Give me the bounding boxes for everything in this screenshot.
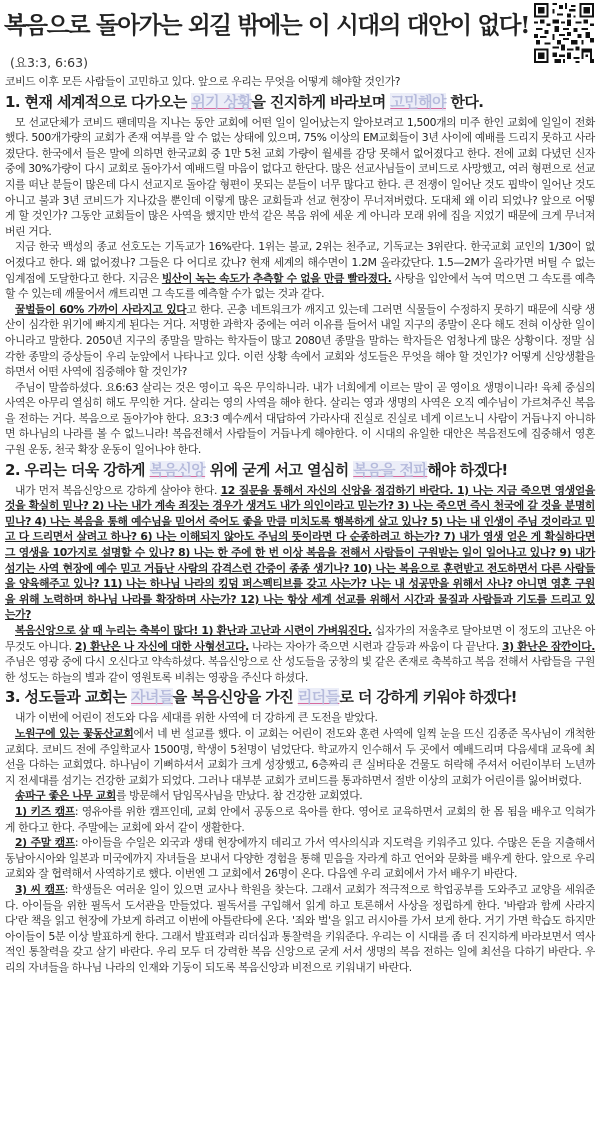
emphasis: 1) 키즈 캠프 xyxy=(15,804,75,818)
emphasis: 빙산이 녹는 속도가 추측할 수 없을 만큼 빨라졌다. xyxy=(161,271,392,285)
paragraph: 주님이 말씀하셨다. 요6:63 살리는 것은 영이고 육은 무익하니라. 내가 너희에게 이르는 말이 곧 영이요 생명이니라! 육체 중심의 사역은 아무리 열심히 해도 무익한 거다. 살리는 영의 사역을 해야 한다. 살리는 영과 생명의 사역은 오직 예수님이 가르쳐주신 복음을 전하는 거다. 복음으로 돌아가야 한다. 요3:3 예수께서 대답하여 가라사대 진실로 진실로 네게 이르노니 사람이 거듭나지 아니하면 하나님의 나라를 볼 수 없느니라! 복음전해서 사람들이 거듭나게 해야한다. 이 시대의 유일한 대안은 복음전도에 집중해서 영혼 구원 운동, 천국 확장 운동이 일어나야 한다. xyxy=(5,380,595,457)
intro-text: 코비드 이후 모든 사람들이 고민하고 있다. 앞으로 우리는 무엇을 어떻게 해야할 것인가? xyxy=(5,75,401,88)
highlight: 고민해야 xyxy=(390,92,446,111)
highlight: 리더들 xyxy=(297,688,340,707)
highlight: 복음을 전파 xyxy=(353,460,428,479)
qr-code-icon[interactable] xyxy=(534,3,594,63)
paragraph: 1) 키즈 캠프: 영유아를 위한 캠프인데, 교회 안에서 공동으로 육아를 한다. 영어로 교육하면서 교회의 한 몸 됨을 배우고 익혀가게 한다고 한다. 주말에는 교회에 와서 같이 생활한다. xyxy=(5,804,595,834)
section-heading-2: 2. 우리는 더욱 강하게 복음신앙 위에 굳게 서고 열심히 복음을 전파해야 하겠다! xyxy=(5,460,508,479)
paragraph: 꿀벌들이 60% 가까이 사라지고 있다고 한다. 곤충 네트워크가 깨지고 있는데 그러면 식물들이 수정하지 못하기 때문에 식량 생산이 심각한 위기에 빠지게 된다는 거다. 저명한 과학자 중에는 여러 이유를 들어서 내일 지구의 종말이 온다 해도 전혀 이상한 일이 아니라고 말한다. 2050년 지구의 종말을 말하는 학자들이 많고 2080년 종말을 말하는 학자들은 엄청나게 많은 상황이다. 정말 심각한 종말의 증상들이 우리 눈앞에서 나타나고 있다. 이런 상황 속에서 교회와 성도들은 무엇을 해야 할 것인가? 어떻게 신앙생활을 하면서 어떤 사역에 집중해야 할 것인가? xyxy=(5,302,596,379)
emphasis: 2) 환난은 나 자신에 대한 사형선고다. xyxy=(74,639,249,653)
paragraph: 지금 한국 백성의 종교 선호도는 기독교가 16%란다. 1위는 불교, 2위는 천주교, 기독교는 3위란다. 한국교회 교인의 1/30이 없어졌다고 한다. 왜 없어졌나? 그들은 다 어디로 갔나? 현재 세계의 해수면이 1.2M 올라갔단다. 1.5—2M가 올라가면 버틸 수 없는 임계점에 도달한다고 한다. 지금은 빙산이 녹는 속도가 추측할 수 없을 만큼 빨라졌다. 사탕을 입안에서 녹여 먹으면 그 속도를 예측할 수 있는데 깨물어서 깨트리면 그 속도를 예측할 수가 없는 것과 같다. xyxy=(5,240,596,301)
section-heading-3: 3. 성도들과 교회는 자녀들을 복음신앙을 가진 리더들로 더 강하게 키워야 하겠다! xyxy=(5,688,517,707)
paragraph: 내가 이번에 어린이 전도와 다음 세대를 위한 사역에 더 강하게 큰 도전을 받았다. xyxy=(15,711,378,725)
paragraph: 송파구 좋은 나무 교회를 방문해서 담임목사님을 만났다. 참 건강한 교회였다. xyxy=(15,789,363,803)
highlight: 복음신앙 xyxy=(149,460,206,479)
emphasis: 노원구에 있는 꽃동산교회 xyxy=(15,726,134,740)
emphasis: 12 질문을 통해서 자신의 신앙을 점검하기 바란다. 1) 나는 지금 죽으면 영생얻을 것을 확실히 믿나? 2) 나는 내가 계속 죄짓는 경우가 생겨도 내가 의인이라고 믿는가? 3) 나는 죽으면 즉시 천국에 갈 것을 분명히 믿나? 4) 나는 복음을 통해 예수님을 믿어서 죽어도 좋을 만큼 미치도록 행복하게 살고 있나? 5) 나는 내 인생이 주님 것이라고 믿고 다 드리면서 살려고 하나? 6) 나는 이해되지 않아도 주님의 뜻이라면 다 순종하려고 하는가? 7) 내가 영생 얻은 게 확실하다면 그 영생을 10가지로 설명할 수 있나? 8) 나는 한 주에 한 번 이상 복음을 전해서 사람들이 구원받는 일이 일어나고 있나? 9) 내가 섬기는 사역 현장에 예수 믿고 거듭난 사람의 감격스런 간증이 종종 생기나? 10) 나는 복음으로 훈련받고 전도하면서 다른 사람들을 양육해주고 있나? 11) 나는 하나님 나라의 킹덤 퍼스펙티브를 갖고 사는가? 나는 내 성공만을 위해서 사나? 아니면 영혼 구원을 위해 노력하며 하나님 나라를 확장하며 사는가? 12) 나는 항상 세계 선교를 위해서 시간과 물질과 사람들과 기도를 드리고 있는가? xyxy=(5,483,595,622)
paragraph: 복음신앙으로 살 때 누리는 축복이 많다! 1) 환난과 고난과 시련이 가벼워진다. 십자가의 저울추로 달아보면 이 정도의 고난은 아무것도 아니다. 2) 환난은 나 자신에 대한 사형선고다. 나라는 자아가 죽으면 시련과 갈등과 싸움이 다 끝난다. 3) 환난은 잠깐이다. 주님은 영광 중에 다시 오신다고 약속하셨다. 복음신앙으로 산 성도들을 궁창의 빛 같은 존재로 축복하고 복음 전해서 사람들을 구원한 성도는 하늘의 별과 같이 영원토록 비취는 영광을 주신다 하셨다. xyxy=(5,624,596,684)
emphasis: 꿀벌들이 60% 가까이 사라지고 있다 xyxy=(15,302,187,316)
paragraph: 2) 주말 캠프: 아이들을 수일은 외국과 생태 현장에까지 데리고 가서 역사의식과 지도력을 키워주고 있다. 수많은 돈을 지출해서 동남아시아와 일본과 미국에까지 자녀들을 보내서 다양한 경험을 통해 믿음을 자라게 하고 언어와 문화를 배우게 한다. 앞으로 우리 교회와 잘 협력해서 사역하기로 했다. 이번엔 그 교회에서 26명이 온다. 다음엔 우리 교회에서 가서 배우기 바란다. xyxy=(5,836,595,881)
emphasis: 3) 씨 캠프 xyxy=(15,882,65,896)
paragraph: 노원구에 있는 꽃동산교회에서 네 번 설교를 했다. 이 교회는 어린이 전도와 훈련 사역에 일찍 눈을 뜨신 김종준 목사님이 개척한 교회다. 코비드 전에 주일학교사 1500명, 학생이 5천명이 넘었단다. 학교까지 인수해서 두 곳에서 예배드리며 다음세대 교육에 최선을 다하는 교회였다. 하나님이 기뻐하셔서 교회가 크게 성장했고, 6층짜리 큰 실버타운 건물도 허락해 주셔서 어린이부터 노년까지 전세대를 섬기는 건강한 교회가 되었다. 그러나 대부분 교회가 코비드를 통과하면서 절반 이상의 교회가 어린이를 잃어버렸다. xyxy=(5,726,595,787)
highlight: 자녀들 xyxy=(131,688,173,707)
section-heading-1: 1. 현재 세계적으로 다가오는 위기 상황을 진지하게 바라보며 고민해야 한다. xyxy=(5,92,484,111)
emphasis: 송파구 좋은 나무 교회 xyxy=(15,789,116,803)
paragraph: 3) 씨 캠프: 학생들은 여러운 일이 있으면 교사나 학원을 찾는다. 그래서 교회가 적극적으로 학업공부를 도와주고 교양을 세워준다. 아이들을 위한 필독서 도서관을 만들었다. 필독서를 구입해서 읽게 하고 토론해서 사상을 정립하게 한다. '바람과 함께 사라지다'란 책을 읽고 현장에 가보게 하려고 이번에 아틀란타에 온다. '죄와 벌'을 읽고 러시아를 가서 보게 한다. 거기 가면 학습도 하지만 아이들이 5분 이상 발표하게 한다. 그래서 발표력과 리더십과 통찰력을 키워준다. 우리는 이 시대를 좀 더 진지하게 바라보면서 역사적인 통찰력을 갖고 살기 바란다. 우리 모두 더 강력한 복음 신앙으로 굳게 서서 생명의 복음 전하는 일에 최선을 다하기 바란다. 우리의 자녀들을 하나님 나라의 인재와 기둥이 되도록 복음신앙과 비전으로 키워내기 바란다. xyxy=(5,882,595,974)
emphasis: 2) 주말 캠프 xyxy=(15,836,75,850)
article-body xyxy=(5,74,595,975)
emphasis: 3) 환난은 잠깐이다. xyxy=(502,639,596,653)
paragraph: 내가 먼저 복음신앙으로 강하게 살아야 한다. 12 질문을 통해서 자신의 신앙을 점검하기 바란다. 1) 나는 지금 죽으면 영생얻을 것을 확실히 믿나? 2) 나는 내가 계속 죄짓는 경우가 생겨도 내가 의인이라고 믿는가? 3) 나는 죽으면 즉시 천국에 갈 것을 분명히 믿나? 4) 나는 복음을 통해 예수님을 믿어서 죽어도 좋을 만큼 미치도록 행복하게 살고 있나? 5) 나는 내 인생이 주님 것이라고 믿고 다 드리면서 살려고 하나? 6) 나는 이해되지 않아도 주님의 뜻이라면 다 순종하려고 하는가? 7) 내가 영생 얻은 게 확실하다면 그 영생을 10가지로 설명할 수 있나? 8) 나는 한 주에 한 번 이상 복음을 전해서 사람들이 구원받는 일이 일어나고 있나? 9) 내가 섬기는 사역 현장에 예수 믿고 거듭난 사람의 감격스런 간증이 종종 생기나? 10) 나는 복음으로 훈련받고 전도하면서 다른 사람들을 양육해주고 있나? 11) 나는 하나님 나라의 킹덤 퍼스펙티브를 갖고 사는가? 나는 내 성공만을 위해서 사나? 아니면 영혼 구원을 위해 노력하며 하나님 나라를 확장하며 사는가? 12) 나는 항상 세계 선교를 위해서 시간과 물질과 사람들과 기도를 드리고 있는가? xyxy=(5,483,595,622)
page-title: 복음으로 돌아가는 외길 밖에는 이 시대의 대안이 없다! xyxy=(4,11,530,39)
scripture-reference: (요3:3, 6:63) xyxy=(10,55,88,70)
highlight: 위기 상황 xyxy=(191,92,252,111)
emphasis: 복음신앙으로 살 때 누리는 축복이 많다! 1) 환난과 고난과 시련이 가벼워진다. xyxy=(15,624,372,637)
paragraph: 모 선교단체가 코비드 팬데믹을 지나는 동안 교회에 어떤 일이 일어났는지 알아보려고 1,500개의 미주 한인 교회에 일일이 전화했다. 500개가량의 교회가 존재 여부를 알 수 없는 상태에 있으며, 75% 이상의 EM교회들이 3년 사이에 예배를 드리지 못하고 사라졌단다. 한국에서 들은 말에 의하면 한국교회 중 1만 5천 교회 가량이 월세를 감당 못해서 없어졌다고 한다. 전에 교회 다녔던 신자 중에 30%가량이 다시 교회로 돌아가서 예배드릴 마음이 없다고 한단다. 많은 선교사님들이 코비드로 사망했고, 여러 형편으로 선교지를 떠난 분들이 많은데 다시 선교지로 돌아갈 형편이 못되는 분들이 너무 많다고 한다. 큰 전쟁이 일어난 것도 핍박이 일어난 것도 아니고 불과 3년 코비드가 지나갔을 뿐인데 이렇게 많은 교회들과 선교 현장이 무너져버렸다. 도대체 왜 이리 되었나? 앞으로 어떻게 할 것인가? 그동안 교회들이 많은 사역을 했지만 반석 같은 복음 위에 세운 게 아니라 모래 위에 집을 지었기 때문에 크게 무너져버린 거다. xyxy=(5,115,595,238)
